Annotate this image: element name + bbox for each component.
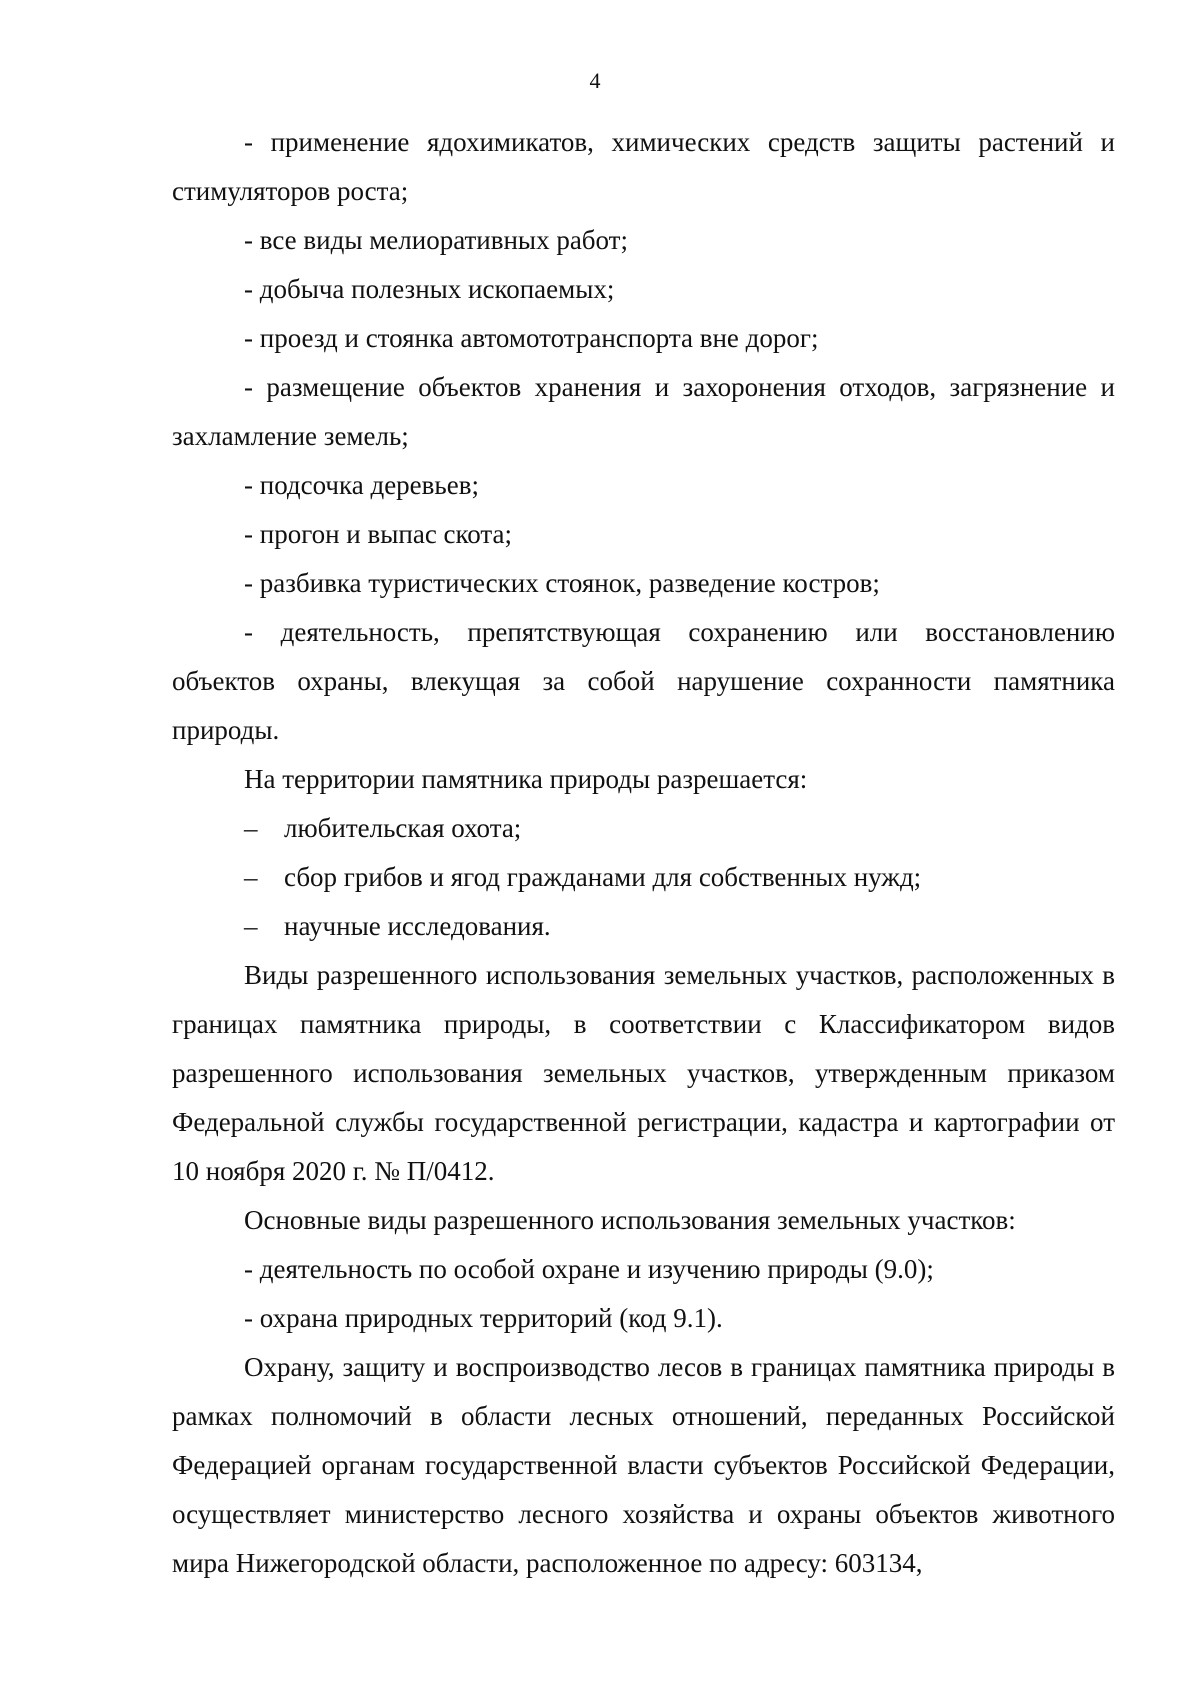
prohibited-item: - добыча полезных ископаемых; bbox=[244, 274, 615, 304]
document-body bbox=[172, 118, 1115, 1588]
prohibited-item: - размещение объектов хранения и захоронения отходов, загрязнение и захламление земель; bbox=[172, 372, 1115, 451]
dash-marker: – bbox=[244, 911, 258, 941]
dash-marker: – bbox=[244, 862, 258, 892]
main-uses-intro: Основные виды разрешенного использования земельных участков: bbox=[244, 1205, 1016, 1235]
forest-paragraph: Охрану, защиту и воспроизводство лесов в границах памятника природы в рамках полномочий в области лесных отношений, переданных Российской Федерацией органам государственной власти субъектов Российской Федерации, осуществляет министерство лесного хозяйства и охраны объектов животного мира Нижегородской области, расположенное по адресу: 603134, bbox=[172, 1352, 1115, 1578]
allowed-item-text: сбор грибов и ягод гражданами для собственных нужд; bbox=[284, 862, 922, 892]
allowed-item bbox=[172, 902, 1115, 951]
page-number: 4 bbox=[589, 68, 601, 93]
prohibited-item: - применение ядохимикатов, химических средств защиты растений и стимуляторов роста; bbox=[172, 127, 1115, 206]
main-use-item: - охрана природных территорий (код 9.1). bbox=[244, 1303, 723, 1333]
allowed-item bbox=[172, 804, 1115, 853]
allowed-item bbox=[172, 853, 1115, 902]
prohibited-item: - подсочка деревьев; bbox=[244, 470, 479, 500]
dash-marker: – bbox=[244, 813, 258, 843]
prohibited-item: - все виды мелиоративных работ; bbox=[244, 225, 628, 255]
allowed-item-text: научные исследования. bbox=[284, 911, 551, 941]
prohibited-item: - деятельность, препятствующая сохранению или восстановлению объектов охраны, влекущая за собой нарушение сохранности памятника природы. bbox=[172, 617, 1115, 745]
prohibited-item: - проезд и стоянка автомототранспорта вне дорог; bbox=[244, 323, 819, 353]
main-use-item: - деятельность по особой охране и изучению природы (9.0); bbox=[244, 1254, 934, 1284]
prohibited-item: - разбивка туристических стоянок, разведение костров; bbox=[244, 568, 880, 598]
allowed-intro: На территории памятника природы разрешается: bbox=[244, 764, 808, 794]
prohibited-item: - прогон и выпас скота; bbox=[244, 519, 513, 549]
land-use-paragraph: Виды разрешенного использования земельных участков, расположенных в границах памятника природы, в соответствии с Классификатором видов разрешенного использования земельных участков, утвержденным приказом Федеральной службы государственной регистрации, кадастра и картографии от 10 ноября 2020 г. № П/0412. bbox=[172, 960, 1115, 1186]
allowed-item-text: любительская охота; bbox=[284, 813, 522, 843]
